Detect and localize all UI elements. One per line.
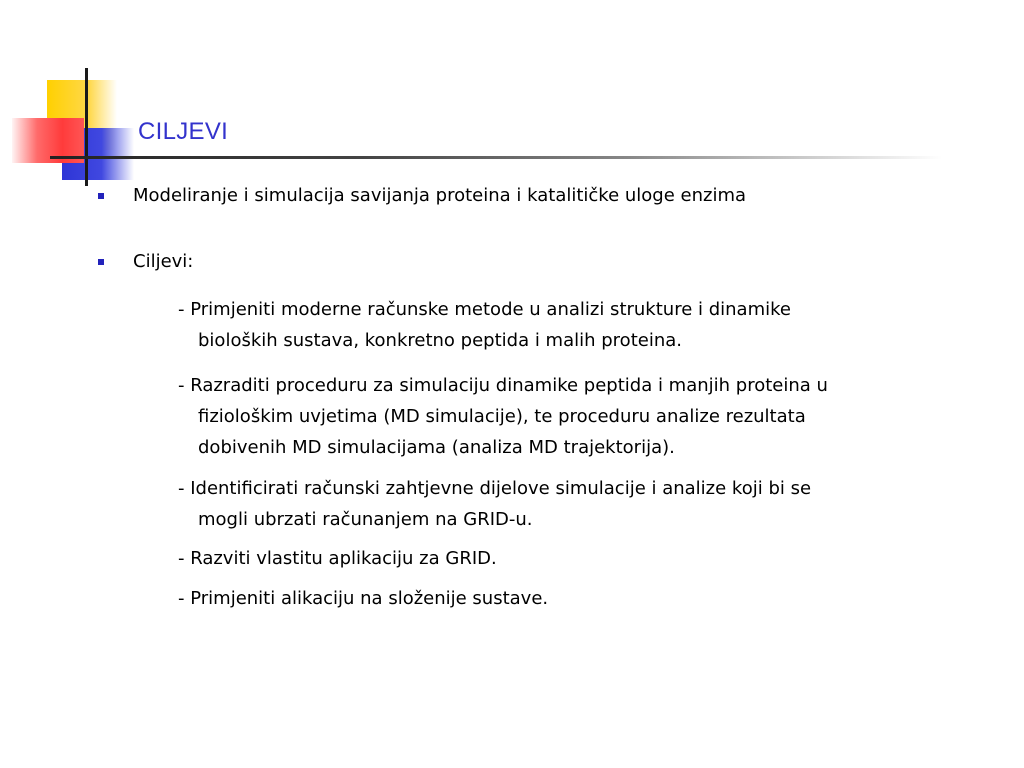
- goal-item: [178, 583, 548, 614]
- title-underline: [50, 156, 942, 159]
- goal-item: [178, 294, 791, 356]
- slide-title: CILJEVI: [138, 118, 229, 145]
- goal-line: mogli ubrzati računanjem na GRID-u.: [198, 509, 533, 530]
- goal-line: - Razviti vlastitu aplikaciju za GRID.: [178, 548, 497, 569]
- bullet-square-icon: [98, 259, 104, 265]
- goal-line: - Primjeniti moderne računske metode u analizi strukture i dinamike: [178, 299, 791, 320]
- goal-line: - Razraditi proceduru za simulaciju dinamike peptida i manjih proteina u: [178, 375, 828, 396]
- bullet-text: Modeliranje i simulacija savijanja proteina i katalitičke uloge enzima: [133, 185, 747, 206]
- goal-item: [178, 370, 828, 463]
- goal-line: - Identificirati računski zahtjevne dijelove simulacije i analize koji bi se: [178, 478, 812, 499]
- bullet-square-icon: [98, 193, 104, 199]
- goal-line: bioloških sustava, konkretno peptida i malih proteina.: [198, 330, 682, 351]
- goal-item: [178, 473, 811, 535]
- goal-line: - Primjeniti alikaciju na složenije sustave.: [178, 588, 549, 609]
- decor-vertical-line: [85, 68, 88, 186]
- goal-item: [178, 543, 497, 574]
- bullet-text: Ciljevi:: [133, 251, 194, 272]
- goal-line: dobivenih MD simulacijama (analiza MD trajektorija).: [198, 437, 675, 458]
- goal-line: fiziološkim uvjetima (MD simulacije), te proceduru analize rezultata: [198, 406, 806, 427]
